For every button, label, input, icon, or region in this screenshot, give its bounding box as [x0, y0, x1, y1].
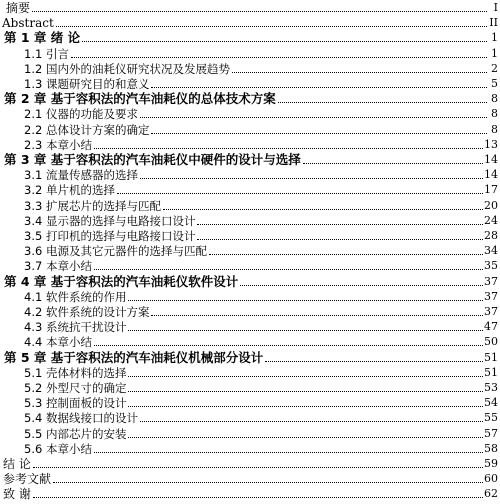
toc-entry[interactable]: [0, 243, 500, 258]
toc-entry[interactable]: [0, 30, 500, 45]
dot-leader: [278, 102, 487, 103]
dot-leader: [53, 482, 483, 483]
toc-entry-title: 4.3 系统抗干扰设计: [24, 320, 127, 335]
dot-leader: [128, 376, 483, 377]
toc-entry[interactable]: [0, 365, 500, 380]
toc-entry-title: 摘要: [6, 1, 31, 15]
dot-leader: [140, 421, 483, 422]
toc-entry-page-number: 13: [484, 137, 498, 151]
toc-entry-page-number: 28: [484, 229, 498, 242]
toc-entry-page-number: 53: [484, 381, 498, 394]
toc-entry-title: 参考文献: [3, 472, 52, 487]
toc-entry[interactable]: [0, 380, 500, 395]
dot-leader: [240, 285, 483, 286]
toc-entry-page-number: 35: [484, 259, 498, 273]
dot-leader: [209, 254, 483, 255]
toc-entry[interactable]: [0, 91, 500, 106]
toc-entry[interactable]: [0, 152, 500, 167]
toc-entry[interactable]: [0, 395, 500, 410]
dot-leader: [56, 26, 487, 27]
toc-entry-page-number: 58: [484, 441, 498, 455]
toc-entry-title: 1.2 国内外的油耗仪研究状况及发展趋势: [24, 61, 230, 76]
toc-entry[interactable]: [0, 167, 500, 182]
toc-entry-title: 4.1 软件系统的作用: [24, 289, 127, 304]
dot-leader: [128, 406, 483, 407]
dot-leader: [140, 117, 487, 118]
toc-entry[interactable]: [0, 137, 500, 152]
toc-entry-title: 1.1 引言: [24, 46, 69, 61]
toc-entry-page-number: 54: [484, 396, 498, 410]
toc-entry-title: Abstract: [2, 16, 54, 31]
dot-leader: [33, 467, 483, 468]
toc-entry-page-number: 37: [484, 289, 498, 303]
toc-entry-title: 1.3 课题研究目的和意义: [24, 77, 150, 91]
dot-leader: [128, 391, 483, 392]
toc-entry[interactable]: [0, 441, 500, 456]
toc-entry[interactable]: [0, 274, 500, 289]
toc-entry-page-number: 8: [491, 107, 498, 121]
dot-leader: [197, 239, 483, 240]
toc-entry-page-number: 1: [491, 31, 498, 45]
dot-leader: [128, 300, 483, 301]
dot-leader: [265, 361, 483, 362]
toc-entry[interactable]: [0, 319, 500, 334]
dot-leader: [94, 345, 483, 346]
dot-leader: [163, 209, 483, 210]
dot-leader: [151, 133, 487, 134]
toc-entry-title: 5.6 本章小结: [24, 441, 92, 456]
toc-entry-title: 第 3 章 基于容积法的汽车油耗仪中硬件的设计与选择: [4, 152, 301, 167]
toc-entry-page-number: 37: [484, 274, 498, 288]
toc-entry[interactable]: [0, 213, 500, 228]
toc-entry-page-number: 8: [491, 92, 498, 106]
toc-entry-title: 5.3 控制面板的设计: [24, 396, 127, 411]
toc-entry-page-number: II: [489, 16, 498, 30]
dot-leader: [94, 452, 483, 453]
toc-entry-page-number: 47: [484, 320, 498, 334]
toc-entry[interactable]: [0, 350, 500, 365]
toc-entry-page-number: 50: [484, 335, 498, 349]
toc-entry-page-number: 62: [484, 487, 498, 501]
toc-entry[interactable]: [0, 198, 500, 213]
toc-entry[interactable]: [0, 46, 500, 61]
toc-entry-page-number: 60: [484, 472, 498, 486]
toc-entry[interactable]: [0, 334, 500, 349]
dot-leader: [140, 178, 483, 179]
dot-leader: [151, 87, 487, 88]
toc-entry[interactable]: [0, 410, 500, 425]
toc-entry-title: 结 论: [3, 457, 31, 471]
dot-leader: [71, 57, 487, 58]
toc-entry-title: 5.2 外型尺寸的确定: [24, 381, 127, 395]
dot-leader: [117, 193, 483, 194]
toc-entry[interactable]: [0, 106, 500, 121]
toc-entry-page-number: 5: [491, 77, 498, 90]
toc-entry-page-number: 34: [484, 244, 498, 258]
toc-entry[interactable]: [0, 471, 500, 486]
toc-entry[interactable]: [0, 228, 500, 243]
toc-entry-title: 3.2 单片机的选择: [24, 183, 115, 198]
dot-leader: [232, 72, 487, 73]
toc-entry-title: 4.4 本章小结: [24, 335, 92, 350]
toc-entry-title: 3.3 扩展芯片的选择与匹配: [24, 198, 161, 213]
toc-entry-page-number: 57: [484, 426, 498, 440]
toc-entry-page-number: 51: [484, 350, 498, 364]
toc-entry[interactable]: [0, 122, 500, 137]
dot-leader: [151, 315, 483, 316]
toc-entry-page-number: 14: [484, 168, 498, 182]
dot-leader: [303, 163, 483, 164]
toc-entry-page-number: 37: [484, 305, 498, 318]
dot-leader: [94, 269, 483, 270]
toc-entry-title: 2.2 总体设计方案的确定: [24, 122, 150, 137]
toc-entry-title: 5.4 数据线接口的设计: [24, 411, 138, 426]
toc-entry-page-number: 55: [484, 411, 498, 425]
toc-entry-page-number: 20: [484, 198, 498, 212]
toc-entry-title: 5.1 壳体材料的选择: [24, 365, 127, 380]
toc-entry[interactable]: [0, 289, 500, 304]
toc-entry-title: 2.3 本章小结: [24, 137, 92, 152]
toc-entry[interactable]: [0, 456, 500, 471]
toc-entry-title: 3.7 本章小结: [24, 259, 92, 274]
toc-entry-title: 2.1 仪器的功能及要求: [24, 107, 138, 122]
toc-entry-page-number: 59: [484, 457, 498, 470]
dot-leader: [94, 148, 483, 149]
toc-entry-title: 第 2 章 基于容积法的汽车油耗仪的总体技术方案: [4, 91, 276, 107]
dot-leader: [128, 330, 483, 331]
toc-entry[interactable]: [0, 15, 500, 30]
toc-entry-page-number: 24: [484, 213, 498, 227]
toc-entry-page-number: I: [493, 1, 498, 14]
toc-entry-title: 3.4 显示器的选择与电路接口设计: [24, 213, 196, 228]
toc-entry[interactable]: [0, 61, 500, 76]
dot-leader: [82, 41, 487, 42]
dot-leader: [128, 437, 483, 438]
toc-entry-title: 第 4 章 基于容积法的汽车油耗仪软件设计: [4, 273, 239, 289]
toc-entry-title: 第 1 章 绪 论: [4, 30, 81, 46]
toc-entry-page-number: 2: [491, 61, 498, 75]
dot-leader: [33, 497, 483, 498]
toc-entry-title: 3.6 电源及其它元器件的选择与匹配: [24, 244, 207, 259]
toc-entry-title: 4.2 软件系统的设计方案: [24, 305, 150, 319]
toc-entry[interactable]: [0, 0, 500, 15]
toc-entry-title: 5.5 内部芯片的安装: [24, 426, 127, 441]
toc-entry-title: 致 谢: [3, 487, 31, 502]
toc-entry-page-number: 51: [484, 365, 498, 379]
toc-entry[interactable]: [0, 426, 500, 441]
toc-entry[interactable]: [0, 486, 500, 501]
toc-entry-title: 3.1 流量传感器的选择: [24, 168, 138, 183]
toc-entry[interactable]: [0, 304, 500, 319]
toc-entry-page-number: 17: [484, 183, 498, 197]
toc-entry-page-number: 1: [491, 46, 498, 60]
toc-entry[interactable]: [0, 258, 500, 273]
toc-entry-title: 第 5 章 基于容积法的汽车油耗仪机械部分设计: [4, 349, 264, 365]
toc-entry-page-number: 14: [484, 153, 498, 166]
toc-entry-title: 3.5 打印机的选择与电路接口设计: [24, 229, 196, 243]
dot-leader: [32, 11, 487, 12]
toc-entry[interactable]: [0, 182, 500, 197]
toc-entry[interactable]: [0, 76, 500, 91]
toc-entry-page-number: 8: [491, 122, 498, 136]
dot-leader: [197, 224, 483, 225]
